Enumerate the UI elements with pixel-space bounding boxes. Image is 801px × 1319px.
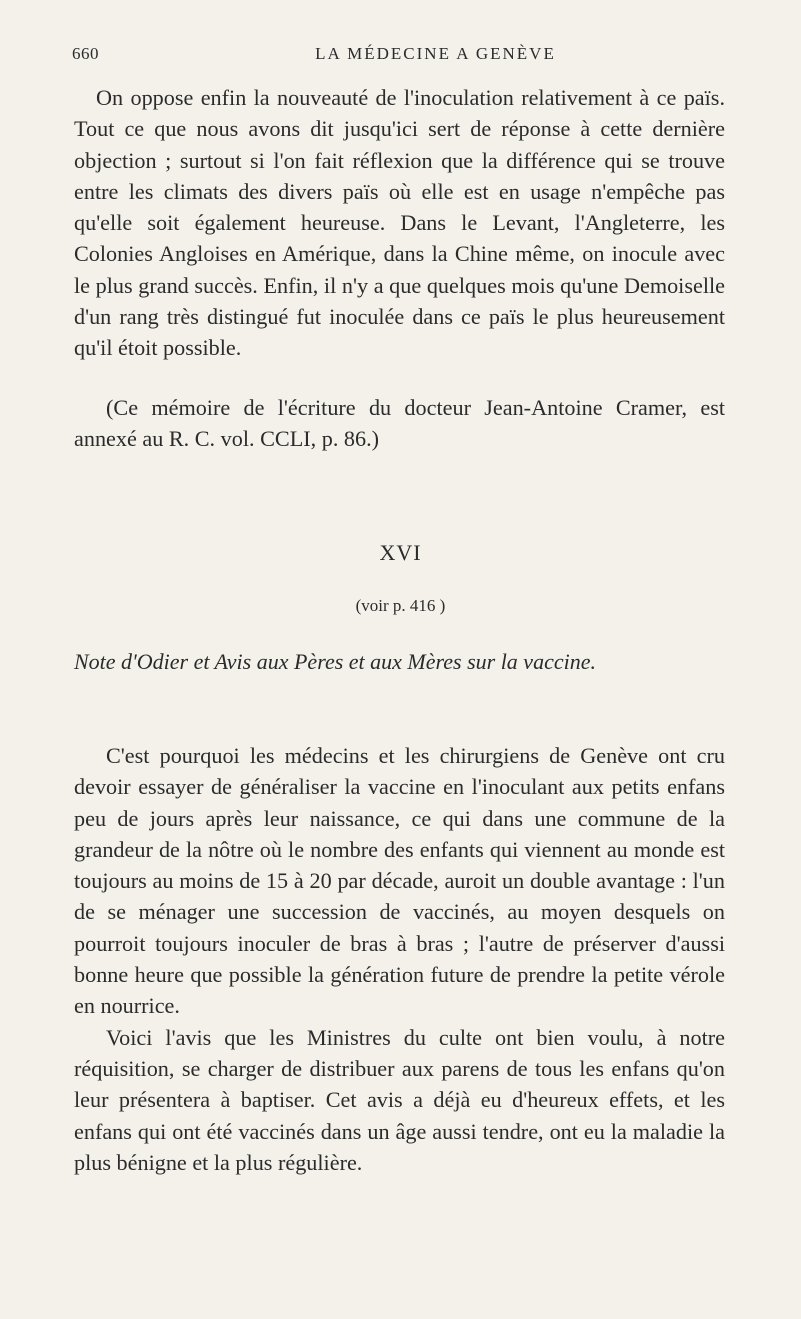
page-number: 660	[72, 44, 99, 63]
section-body	[74, 740, 725, 1178]
paragraph-inoculation	[74, 82, 725, 364]
section-reference: (voir p. 416 )	[355, 596, 446, 615]
paragraph-text: On oppose enfin la nouveauté de l'inoculation relativement à ce païs. Tout ce que nous avons dit jusqu'ici sert de réponse à cette dernière objection ; surtout si l'on fait réflexion que la différence qui se trouve entre les climats des divers païs où elle est en usage n'empêche pas qu'elle soit également heureuse. Dans le Levant, l'Angleterre, les Colonies Angloises en Amérique, dans la Chine même, on inocule avec le plus grand succès. Enfin, il n'y a que quelques mois qu'une Demoiselle d'un rang très distingué fut inoculée dans ce païs le plus heureusement qu'il étoit possible.	[74, 85, 725, 361]
paragraph-ministers-notice: Voici l'avis que les Ministres du culte ont bien voulu, à notre réquisition, se charger de distribuer aux parens de tous les enfans qu'on leur présentera à baptiser. Cet avis a déjà eu d'heureux effets, et les enfans qui ont été vaccinés dans un âge aussi tendre, ont eu la maladie la plus bénigne et la plus régulière.	[74, 1024, 725, 1175]
running-title: LA MÉDECINE A GENÈVE	[315, 44, 556, 63]
paragraph-memoir-note: (Ce mémoire de l'écriture du docteur Jean-Antoine Cramer, est annexé au R. C. vol. CCLI, p. 86.)	[74, 395, 725, 452]
page-header	[72, 44, 759, 74]
paragraph-vaccine-generalisation: C'est pourquoi les médecins et les chirurgiens de Genève ont cru devoir essayer de généraliser la vaccine en l'inoculant aux petits enfans peu de jours après leur naissance, ce qui dans une commune de la grandeur de la nôtre où le nombre des enfants qui viennent au monde est toujours au moins de 15 à 20 par décade, auroit un double avantage : l'un de se ménager une succession de vaccinés, au moyen desquels on pourroit toujours inoculer de bras à bras ; l'autre de préserver d'aussi bonne heure que possible la génération future de prendre la petite vérole en nourrice.	[74, 743, 725, 1019]
section-number: XVI	[379, 540, 422, 565]
section-title: Note d'Odier et Avis aux Pères et aux Mères sur la vaccine.	[74, 649, 596, 674]
